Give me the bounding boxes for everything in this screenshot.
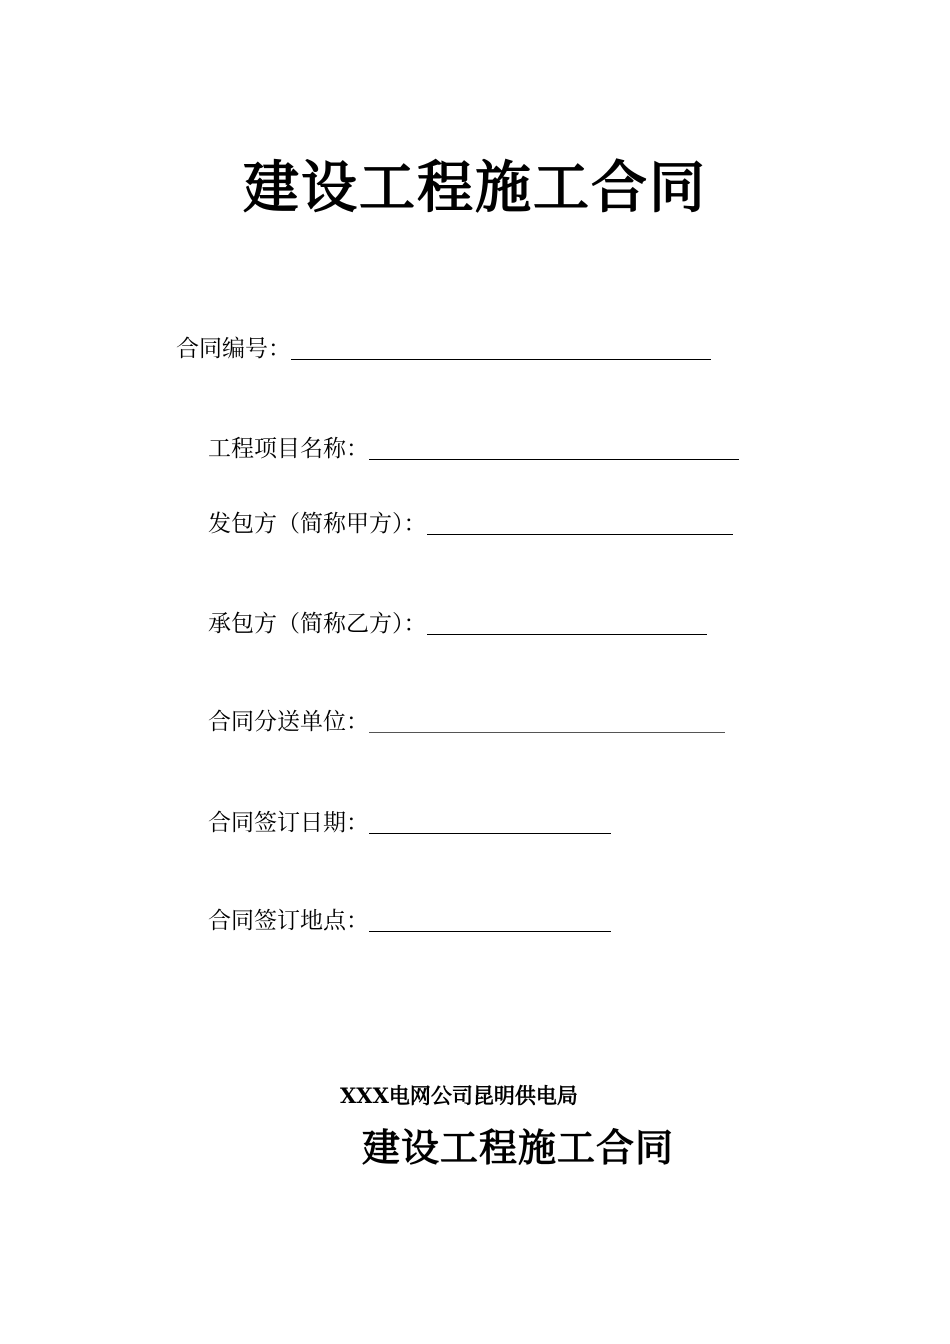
contract-number-field (176, 334, 711, 364)
party-a-field (208, 509, 733, 539)
footer-title: 建设工程施工合同 (362, 1125, 675, 1170)
signing-place-field (208, 906, 611, 936)
party-a-blank[interactable] (427, 533, 733, 535)
party-b-label: 承包方（简称乙方）： (208, 611, 427, 637)
contract-number-label: 合同编号： (176, 336, 291, 362)
party-b-field (208, 609, 707, 639)
signing-date-field (208, 808, 611, 838)
party-b-blank[interactable] (427, 633, 707, 635)
project-name-label: 工程项目名称： (208, 436, 369, 462)
project-name-blank[interactable] (369, 458, 739, 460)
page-title: 建设工程施工合同 (243, 155, 707, 221)
party-a-label: 发包方（简称甲方）： (208, 511, 427, 537)
project-name-field (208, 434, 739, 464)
distribution-units-field (208, 707, 725, 737)
signing-date-label: 合同签订日期： (208, 810, 369, 836)
signing-place-blank[interactable] (369, 930, 611, 932)
distribution-units-label: 合同分送单位： (208, 709, 369, 735)
signing-place-label: 合同签订地点： (208, 908, 369, 934)
issuer-name: XXX电网公司昆明供电局 (340, 1083, 578, 1108)
contract-number-blank[interactable] (291, 358, 711, 360)
signing-date-blank[interactable] (369, 832, 611, 834)
distribution-units-blank[interactable] (369, 731, 725, 733)
